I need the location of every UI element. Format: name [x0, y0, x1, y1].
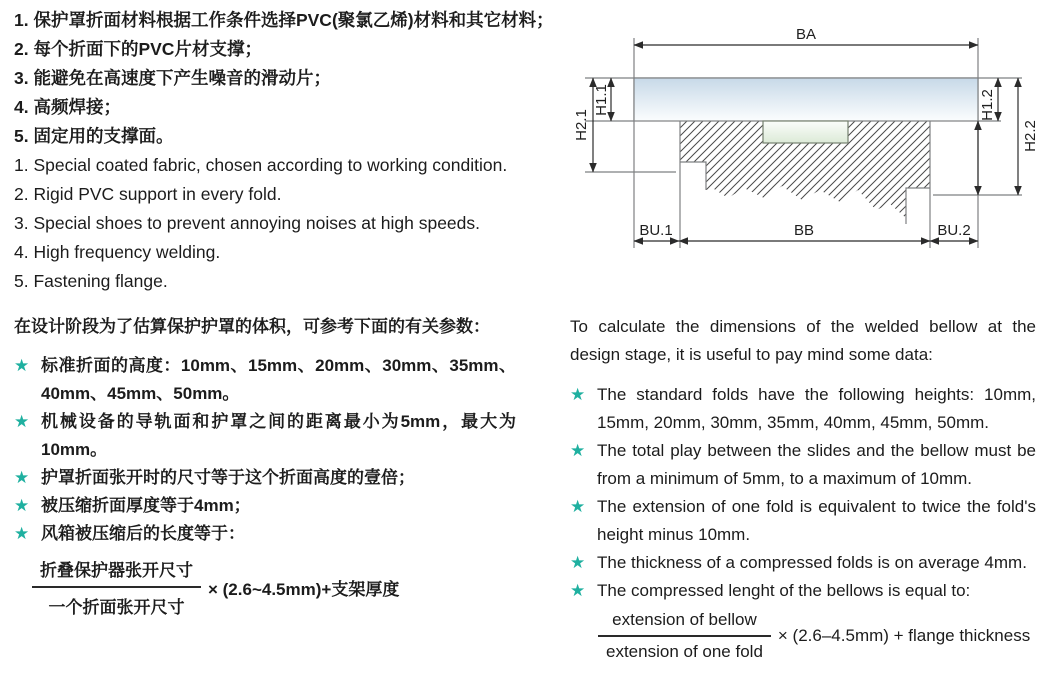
list-item: 1. 保护罩折面材料根据工作条件选择PVC(聚氯乙烯)材料和其它材料；: [14, 10, 554, 30]
list-item: 1. Special coated fabric, chosen according to working condition.: [14, 155, 508, 175]
list-item: [14, 492, 516, 520]
dim-label-bb: BB: [793, 222, 815, 239]
list-item: 5. Fastening flange.: [14, 271, 168, 291]
list-item: 2. 每个折面下的PVC片材支撑；: [14, 39, 262, 59]
list-item-text: The thickness of a compressed folds is on average 4mm.: [597, 553, 1027, 572]
formula-suffix: × (2.6–4.5mm) + flange thickness: [777, 626, 1031, 645]
hatch-left-step-line: [680, 162, 706, 190]
list-item-text: 风箱被压缩后的长度等于：: [41, 524, 245, 543]
list-item: [14, 408, 516, 464]
list-item: [570, 493, 1036, 549]
formula-suffix: × (2.6~4.5mm)+支架厚度: [208, 579, 400, 599]
list-item: [570, 549, 1036, 577]
fraction-numerator: extension of bellow: [598, 610, 771, 637]
list-item-text: 标准折面的高度：10mm、15mm、20mm、30mm、35mm、40mm、45mm、50mm。: [41, 356, 516, 403]
dim-label-h21: H2.1: [572, 109, 590, 141]
section-intro: To calculate the dimensions of the welded bellow at the design stage, it is useful to pay mind some data:: [570, 317, 1036, 364]
list-item: 2. Rigid PVC support in every fold.: [14, 184, 282, 204]
star-bullet-icon: ★: [14, 356, 30, 375]
list-item-text: 机械设备的导轨面和护罩之间的距离最小为5mm，最大为10mm。: [41, 412, 516, 459]
section-intro: 在设计阶段为了估算保护护罩的体积，可参考下面的有关参数：: [14, 317, 490, 336]
list-item: [570, 577, 1036, 605]
list-item-text: 被压缩折面厚度等于4mm；: [41, 496, 251, 515]
english-feature-list: [14, 151, 574, 296]
dim-label-h11: H1.1: [592, 84, 610, 116]
fraction-denominator: 一个折面张开尺寸: [48, 598, 185, 617]
fraction-numerator: 折叠保护器张开尺寸: [32, 556, 201, 588]
star-bullet-icon: ★: [570, 441, 586, 460]
bellow-cover-bar: [634, 78, 978, 121]
star-bullet-icon: ★: [14, 412, 30, 431]
english-parameters-section: [570, 313, 1036, 605]
list-item-text: The compressed lenght of the bellows is equal to:: [597, 581, 971, 600]
list-item: 5. 固定用的支撑面。: [14, 126, 174, 146]
dim-label-bu2: BU.2: [937, 222, 971, 239]
parameter-list: [570, 381, 1036, 605]
bellow-cross-section-diagram: [572, 12, 1048, 260]
star-bullet-icon: ★: [14, 496, 30, 515]
dim-label-h22: H2.2: [1021, 120, 1039, 152]
list-item-text: The extension of one fold is equivalent to twice the fold's height minus 10mm.: [597, 497, 1036, 544]
list-item: [570, 381, 1036, 437]
english-compressed-length-formula: [598, 610, 1030, 662]
dim-label-h12: H1.2: [978, 89, 996, 121]
list-item: 3. 能避免在高速度下产生噪音的滑动片；: [14, 68, 331, 88]
list-item-text: The total play between the slides and the bellow must be from a minimum of 5mm, to a maximum of 10mm.: [597, 441, 1036, 488]
list-item: [570, 437, 1036, 493]
star-bullet-icon: ★: [14, 524, 30, 543]
fraction: [598, 610, 771, 662]
list-item: 3. Special shoes to prevent annoying noises at high speeds.: [14, 213, 481, 233]
star-bullet-icon: ★: [570, 385, 586, 404]
chinese-parameters-section: [14, 313, 516, 548]
star-bullet-icon: ★: [14, 468, 30, 487]
list-item: 4. 高频焊接；: [14, 97, 121, 117]
list-item-text: The standard folds have the following heights: 10mm, 15mm, 20mm, 30mm, 35mm, 40mm, 45mm, 50mm.: [597, 385, 1036, 432]
list-item: [14, 352, 516, 408]
fraction: [32, 556, 201, 618]
star-bullet-icon: ★: [570, 581, 586, 600]
list-item: 4. High frequency welding.: [14, 242, 221, 262]
parameter-list: [14, 352, 516, 548]
star-bullet-icon: ★: [570, 553, 586, 572]
chinese-feature-list: [14, 6, 574, 151]
list-item: [14, 464, 516, 492]
chinese-compressed-length-formula: [32, 556, 399, 618]
hatch-right-step-line: [906, 188, 930, 224]
guide-rail-notch: [763, 121, 848, 143]
dim-label-bu1: BU.1: [639, 222, 673, 239]
list-item: [14, 520, 516, 548]
star-bullet-icon: ★: [570, 497, 586, 516]
fraction-denominator: extension of one fold: [606, 642, 763, 661]
dim-label-ba: BA: [795, 26, 817, 43]
list-item-text: 护罩折面张开时的尺寸等于这个折面高度的壹倍；: [41, 468, 415, 487]
